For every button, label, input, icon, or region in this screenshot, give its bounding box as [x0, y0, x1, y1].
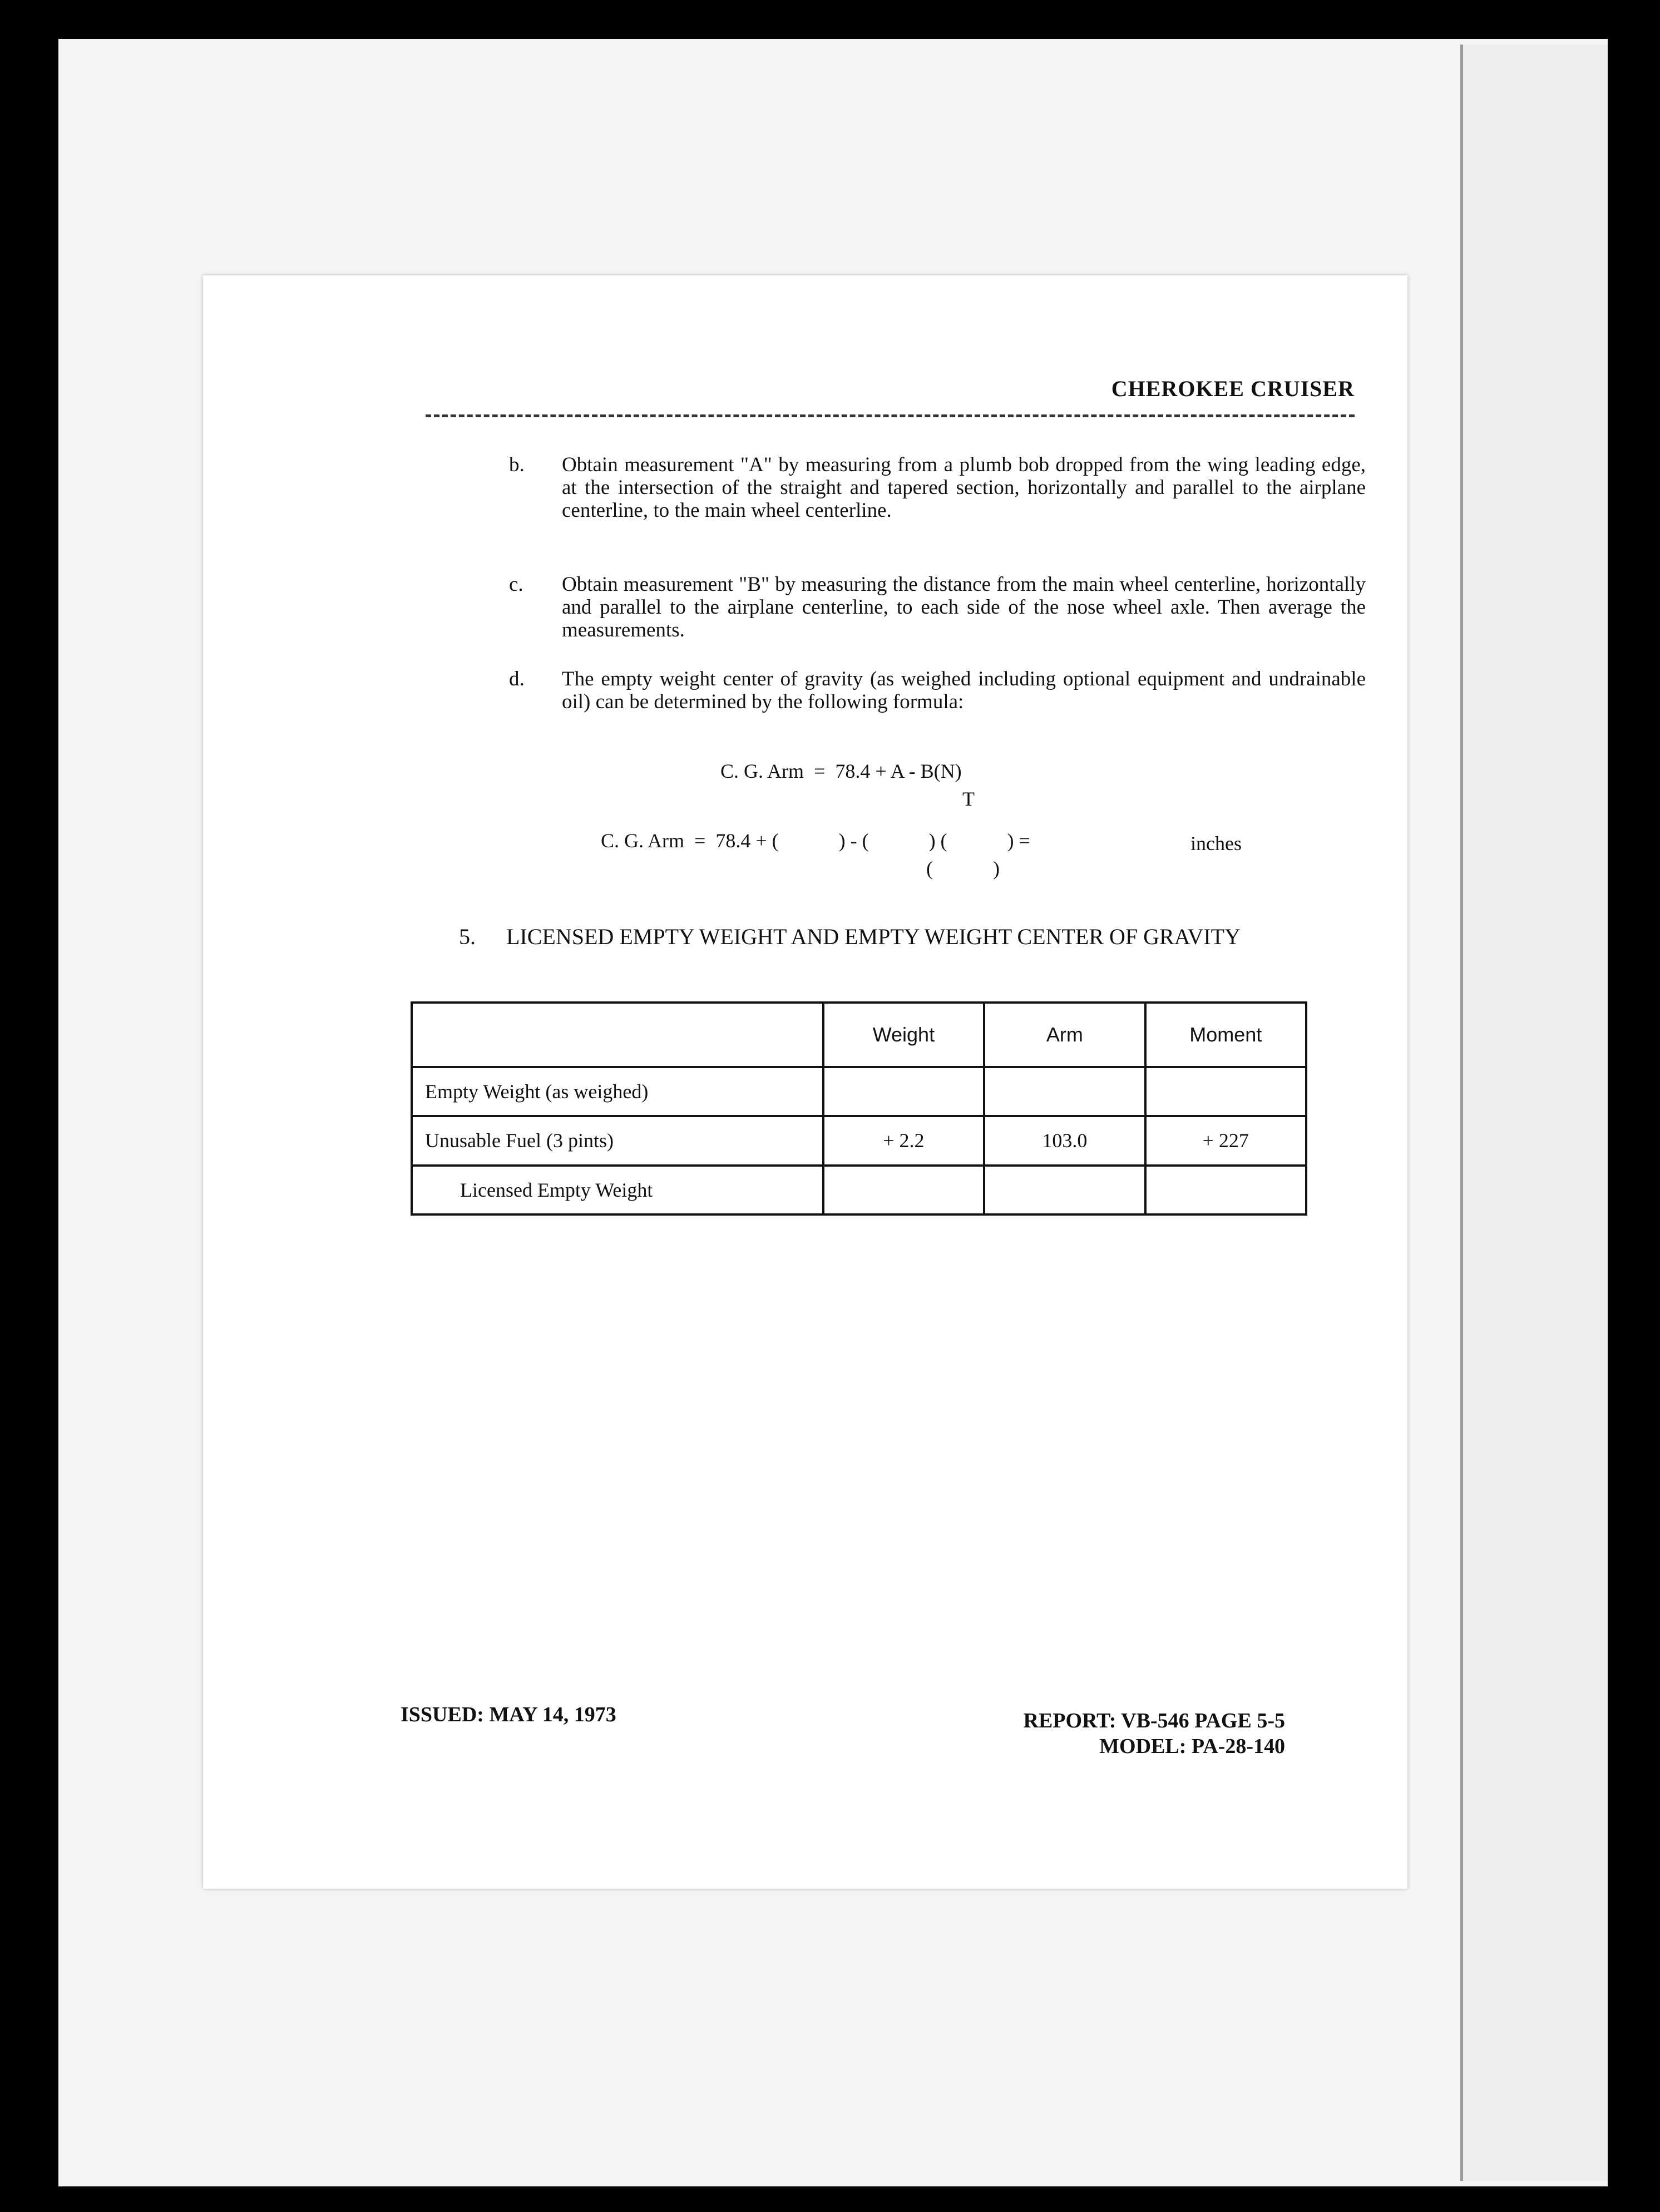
section-heading — [459, 924, 1241, 950]
footer-model: MODEL: PA-28-140 — [1099, 1735, 1285, 1758]
item-letter: d. — [509, 668, 525, 690]
item-text: Obtain measurement "A" by measuring from a plumb bob dropped from the wing leading edge, at the intersection of the straight and tapered section, horizontally and parallel to the airplane centerline, to the main wheel centerline. — [562, 453, 1366, 522]
row-arm — [984, 1067, 1145, 1116]
row-arm — [984, 1166, 1145, 1214]
row-moment — [1145, 1166, 1306, 1214]
row-label: Unusable Fuel (3 pints) — [412, 1116, 823, 1165]
table-row — [412, 1166, 1306, 1214]
item-letter: b. — [509, 453, 525, 476]
document-header-title: CHEROKEE CRUISER — [1111, 376, 1355, 401]
instruction-item-c — [509, 573, 1366, 641]
row-moment — [1145, 1067, 1306, 1116]
cg-formula-denominator: T — [962, 788, 975, 810]
table-header-moment: Moment — [1145, 1003, 1306, 1067]
table-header-row — [412, 1003, 1306, 1067]
table-header-weight: Weight — [823, 1003, 984, 1067]
section-number: 5. — [459, 924, 476, 949]
cg-worksheet-unit: inches — [1190, 832, 1242, 855]
row-label: Empty Weight (as weighed) — [412, 1067, 823, 1116]
binding-edge — [1460, 45, 1608, 2181]
row-moment: + 227 — [1145, 1116, 1306, 1165]
footer-report: REPORT: VB-546 PAGE 5-5 — [1023, 1709, 1285, 1732]
footer-report-block — [1024, 1708, 1286, 1759]
footer-issued: ISSUED: MAY 14, 1973 — [401, 1703, 616, 1726]
row-weight — [823, 1067, 984, 1116]
table-header-cell — [412, 1003, 823, 1067]
row-weight: + 2.2 — [823, 1116, 984, 1165]
cg-worksheet-denominator: ( ) — [926, 857, 1000, 880]
row-arm: 103.0 — [984, 1116, 1145, 1165]
table-row — [412, 1067, 1306, 1116]
item-letter: c. — [509, 573, 523, 596]
section-title: LICENSED EMPTY WEIGHT AND EMPTY WEIGHT CENTER OF GRAVITY — [506, 924, 1241, 949]
row-label: Licensed Empty Weight — [412, 1166, 823, 1214]
document-page — [203, 275, 1407, 1889]
row-weight — [823, 1166, 984, 1214]
header-rule — [426, 414, 1355, 417]
item-text: The empty weight center of gravity (as weighed including optional equipment and undrainable oil) can be determined by the following formula: — [562, 668, 1366, 713]
cg-formula: C. G. Arm = 78.4 + A - B(N) — [720, 760, 962, 782]
instruction-item-b — [509, 453, 1366, 522]
empty-weight-table — [411, 1001, 1307, 1216]
item-text: Obtain measurement "B" by measuring the distance from the main wheel centerline, horizontally and parallel to the airplane centerline, to each side of the nose wheel axle. Then average the measurements. — [562, 573, 1366, 641]
cg-worksheet-line: C. G. Arm = 78.4 + ( ) - ( ) ( ) = — [601, 830, 1030, 852]
table-row — [412, 1116, 1306, 1165]
instruction-item-d — [509, 668, 1366, 713]
table-header-arm: Arm — [984, 1003, 1145, 1067]
